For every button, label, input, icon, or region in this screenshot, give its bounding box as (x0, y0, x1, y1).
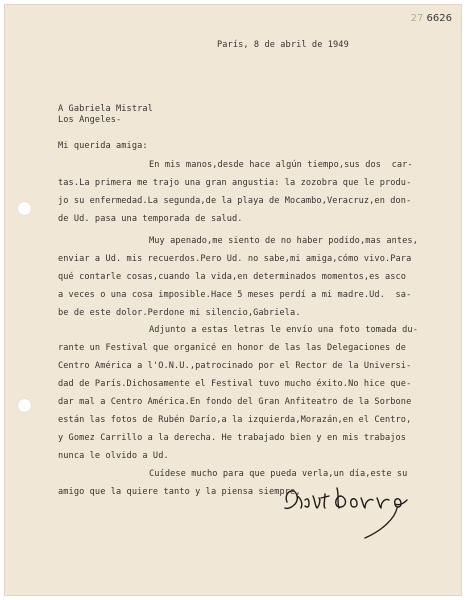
archive-number: 6626 (426, 13, 452, 24)
body-line: jo su enfermedad.La segunda,de la playa de Mocambo,Veracruz,en don- (58, 196, 412, 206)
body-line: nunca le olvido a Ud. (58, 451, 169, 461)
body-line: dad de París.Dichosamente el Festival tuvo mucho éxito.No hice que- (58, 379, 412, 389)
recipient-city: Los Angeles- (58, 115, 122, 125)
body-line: En mis manos,desde hace algún tiempo,sus dos car- (149, 160, 413, 170)
binder-hole (18, 399, 31, 412)
letter-date: París, 8 de abril de 1949 (217, 40, 349, 50)
letter-page (4, 4, 462, 596)
body-line: y Gomez Carrillo a la derecha. He trabajado bien y en mis trabajos (58, 433, 407, 443)
recipient-name: A Gabriela Mistral (58, 104, 153, 114)
binder-hole (18, 202, 31, 215)
salutation: Mi querida amiga: (58, 141, 148, 151)
body-line: Centro América a l'O.N.U.,patrocinado por el Rector de la Universi- (58, 361, 412, 371)
body-line: rante un Festival que organicé en honor de las las Delegaciones de (58, 343, 407, 353)
body-line: Muy apenado,me siento de no haber podido,mas antes, (149, 236, 418, 246)
body-line: qué contarle cosas,cuando la vida,en determinados momentos,es asco (58, 272, 407, 282)
body-line: dar mal a Centro América.En fondo del Gran Anfiteatro de la Sorbone (58, 397, 412, 407)
body-line: Adjunto a estas letras le envío una foto tomada du- (149, 325, 418, 335)
body-line: están las fotos de Rubén Darío,a la izquierda,Morazán,en el Centro, (58, 415, 412, 425)
body-line: amigo que la quiere tanto y la piensa siempre, (58, 487, 301, 497)
archive-number-faint: 27 (410, 13, 424, 24)
handwritten-signature (279, 474, 419, 544)
body-line: de Ud. pasa una temporada de salud. (58, 214, 243, 224)
body-line: a veces o una cosa imposible.Hace 5 meses perdí a mi madre.Ud. sa- (58, 290, 412, 300)
body-line: tas.La primera me trajo una gran angustia: la zozobra que le produ- (58, 178, 412, 188)
body-line: be de este dolor.Perdone mi silencio,Gabriela. (58, 308, 301, 318)
archive-page-number (411, 13, 452, 24)
body-line: Cuídese mucho para que pueda verla,un día,este su (149, 469, 408, 479)
body-line: enviar a Ud. mis recuerdos.Pero Ud. no sabe,mi amiga,cómo vivo.Para (58, 254, 412, 264)
